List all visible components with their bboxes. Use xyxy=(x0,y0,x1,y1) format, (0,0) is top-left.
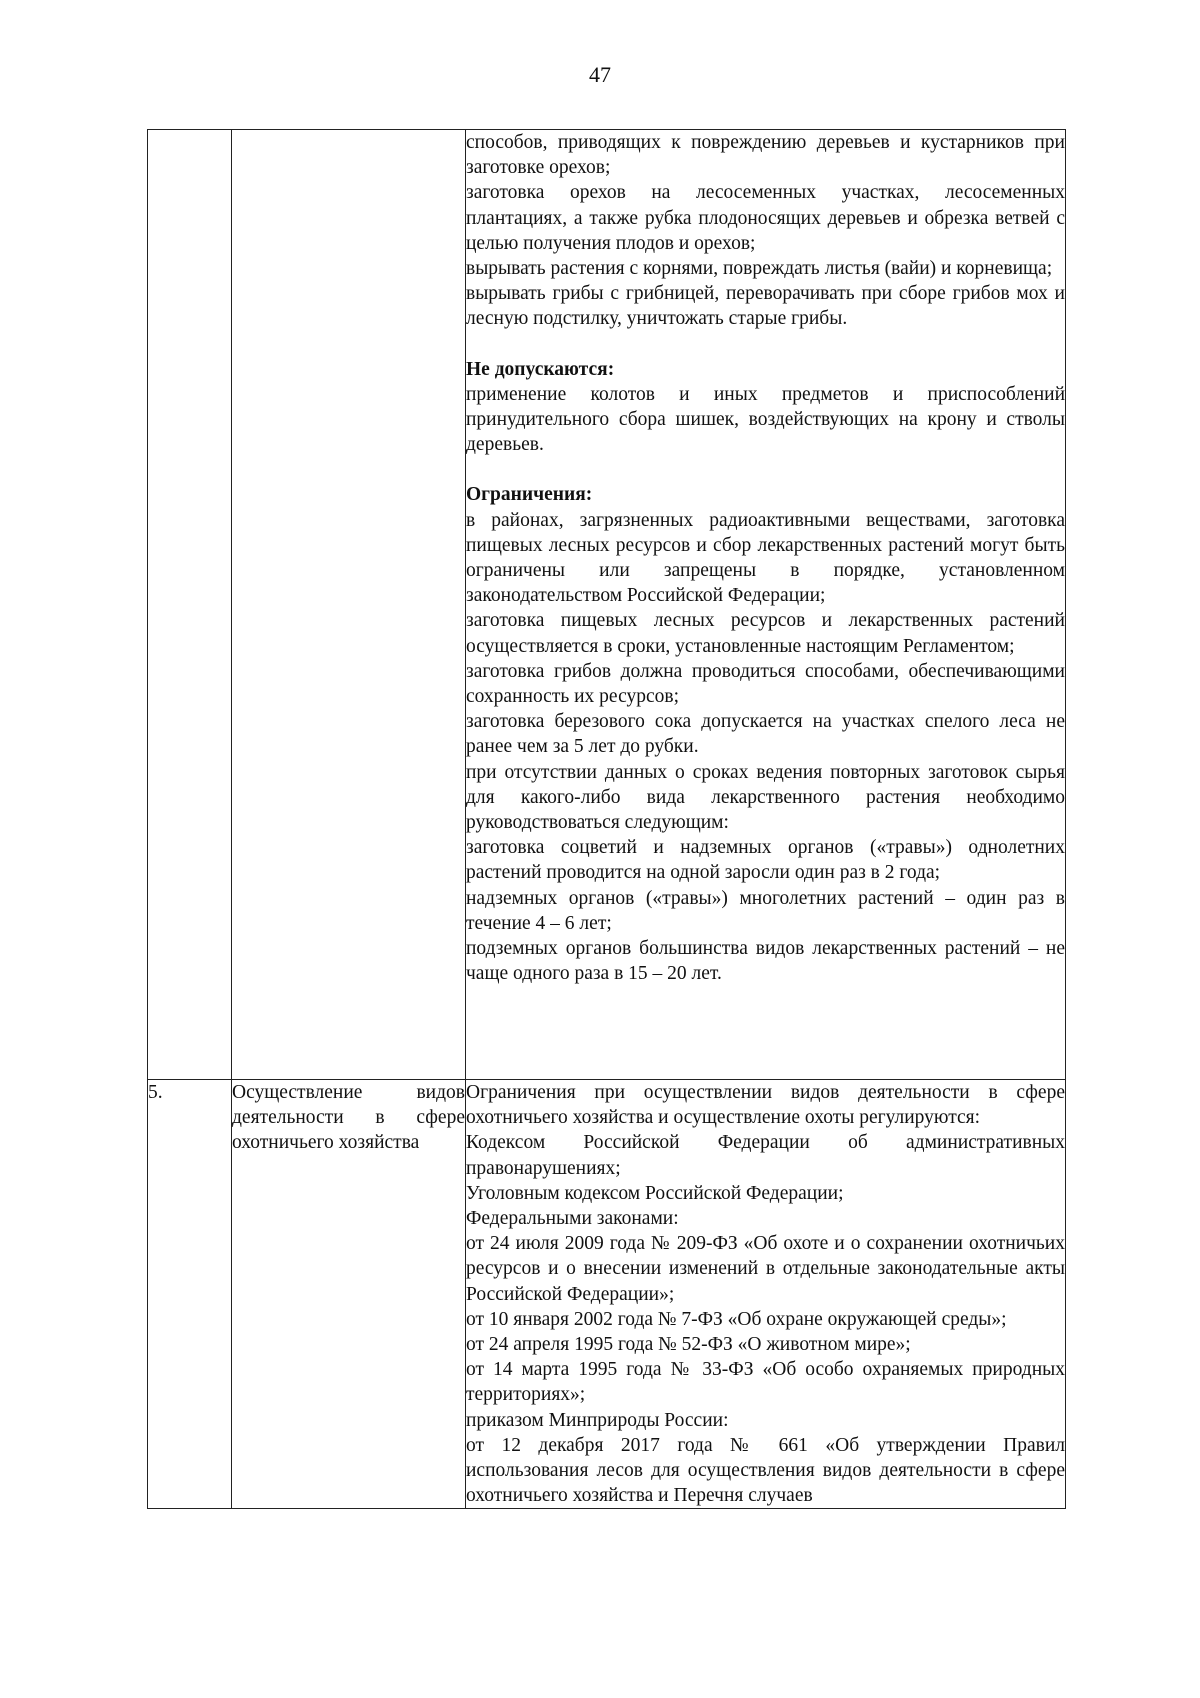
section-heading-limitations: Ограничения: xyxy=(466,484,593,506)
restrictions-cell xyxy=(466,130,1066,1080)
regulation-paragraph: приказом Минприроды России: xyxy=(466,1409,729,1431)
restriction-paragraph: способов, приводящих к повреждению деревьев и кустарников при заготовке орехов; xyxy=(466,132,1065,179)
regulation-paragraph: Федеральными законами: xyxy=(466,1208,679,1230)
restriction-paragraph: надземных органов («травы») многолетних растений – один раз в течение 4 – 6 лет; xyxy=(466,887,1065,934)
restriction-paragraph: заготовка орехов на лесосеменных участках, лесосеменных плантациях, а также рубка плодоносящих деревьев и обрезка ветвей с целью получения плодов и орехов; xyxy=(466,182,1065,254)
regulation-paragraph: от 24 апреля 1995 года № 52-ФЗ «О животном мире»; xyxy=(466,1334,911,1356)
page-number: 47 xyxy=(589,62,611,87)
restrictions-cell-row5 xyxy=(466,1080,1066,1509)
restriction-paragraph: заготовка пищевых лесных ресурсов и лекарственных растений осуществляется в сроки, установленные настоящим Регламентом; xyxy=(466,610,1065,657)
restriction-paragraph: подземных органов большинства видов лекарственных растений – не чаще одного раза в 15 – 20 лет. xyxy=(466,938,1065,985)
regulation-paragraph: от 24 июля 2009 года № 209-ФЗ «Об охоте и о сохранении охотничьих ресурсов и о внесении изменений в отдельные законодательные акты Российской Федерации»; xyxy=(466,1233,1065,1305)
regulation-paragraph: от 10 января 2002 года № 7-ФЗ «Об охране окружающей среды»; xyxy=(466,1308,1007,1330)
activity-cell-empty xyxy=(232,130,466,1080)
restriction-paragraph: заготовка березового сока допускается на участках спелого леса не ранее чем за 5 лет до рубки. xyxy=(466,711,1065,758)
restriction-paragraph: заготовка грибов должна проводиться способами, обеспечивающими сохранность их ресурсов; xyxy=(466,660,1065,708)
regulation-paragraph: Кодексом Российской Федерации об административных правонарушениях; xyxy=(466,1132,1065,1179)
row-number: 5. xyxy=(148,1080,232,1509)
restriction-paragraph: применение колотов и иных предметов и приспособлений принудительного сбора шишек, воздействующих на крону и стволы деревьев. xyxy=(466,383,1065,456)
regulation-paragraph: Ограничения при осуществлении видов деятельности в сфере охотничьего хозяйства и осуществление охоты регулируются: xyxy=(466,1082,1065,1129)
row-number-cell-empty xyxy=(148,130,232,1080)
table-row-5 xyxy=(148,1080,1066,1509)
activity-name: Осуществление видов деятельности в сфере охотничьего хозяйства xyxy=(232,1080,466,1509)
restriction-paragraph: при отсутствии данных о сроках ведения повторных заготовок сырья для какого-либо вида лекарственного растения необходимо руководствоваться следующим: xyxy=(466,761,1065,834)
restriction-paragraph: в районах, загрязненных радиоактивными веществами, заготовка пищевых лесных ресурсов и сбор лекарственных растений могут быть ограничены или запрещены в порядке, установленном законодательством Российской Федерации; xyxy=(466,509,1065,607)
table-row-continued xyxy=(148,130,1066,1080)
section-heading-not-allowed: Не допускаются: xyxy=(466,358,615,380)
regulation-table xyxy=(147,129,1066,1509)
regulation-paragraph: Уголовным кодексом Российской Федерации; xyxy=(466,1182,844,1204)
restriction-paragraph: вырывать грибы с грибницей, переворачивать при сборе грибов мох и лесную подстилку, уничтожать старые грибы. xyxy=(466,283,1065,330)
regulation-paragraph: от 12 декабря 2017 года № 661 «Об утверждении Правил использования лесов для осуществления видов деятельности в сфере охотничьего хозяйства и Перечня случаев xyxy=(466,1434,1065,1507)
restriction-paragraph: вырывать растения с корнями, повреждать листья (вайи) и корневища; xyxy=(466,258,1053,280)
regulation-paragraph: от 14 марта 1995 года № 33-ФЗ «Об особо охраняемых природных территориях»; xyxy=(466,1359,1065,1406)
restriction-paragraph: заготовка соцветий и надземных органов («травы») однолетних растений проводится на одной заросли один раз в 2 года; xyxy=(466,837,1065,884)
